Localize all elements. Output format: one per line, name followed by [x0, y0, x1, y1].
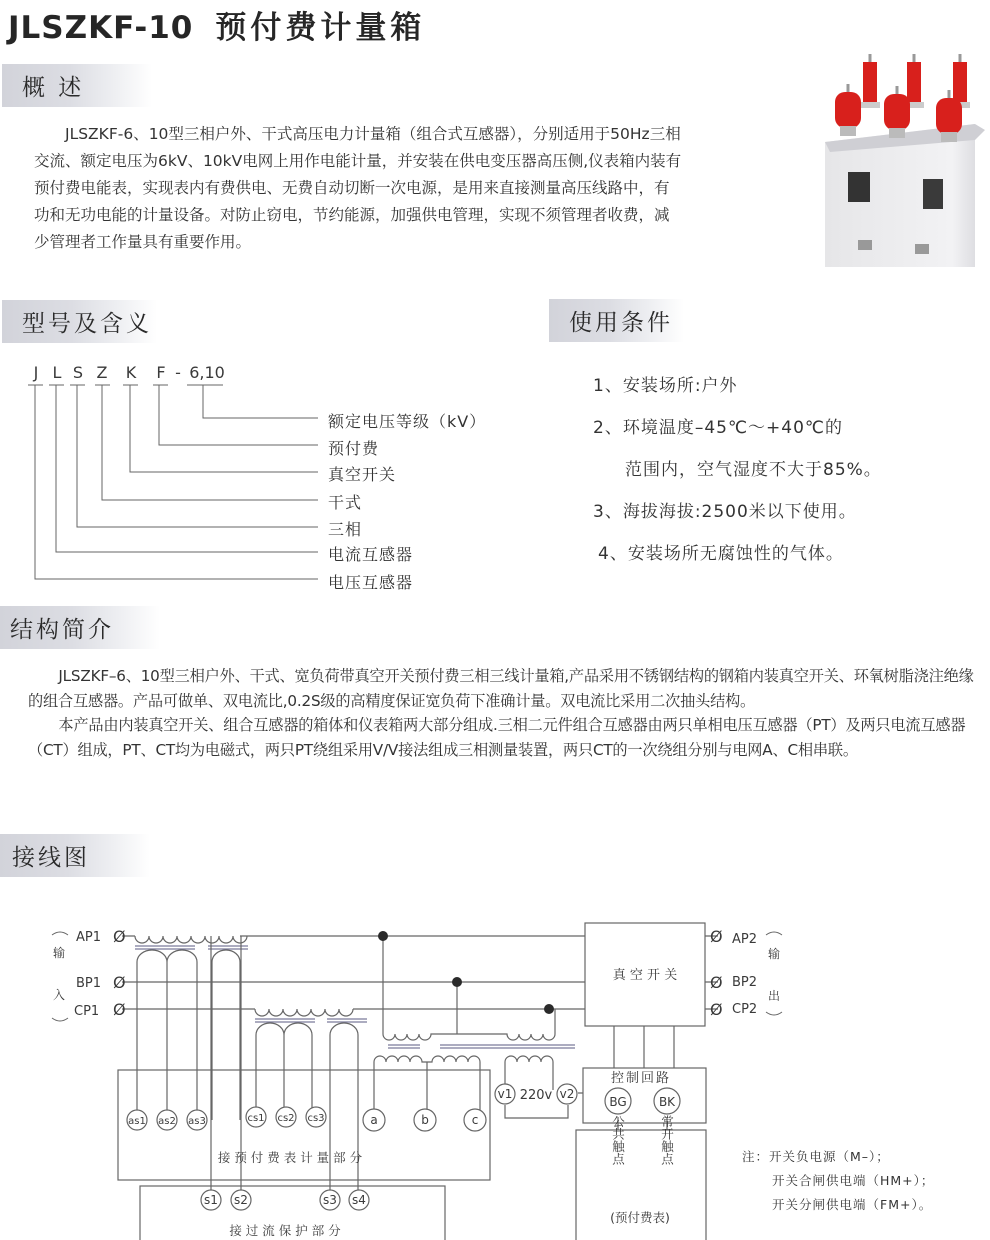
leader-dry — [102, 385, 318, 500]
code-letter-k: K — [125, 363, 137, 382]
pt-core — [388, 1045, 575, 1048]
structure-paragraph-2: 本产品由内装真空开关、组合互感器的箱体和仪表箱两大部分组成.三相二元件组合互感器由两只单相电压互感器（PT）及两只电流互感器（CT）组成，PT、CT均为电磁式，两只PT绕组采用V/V接法组成三相测量装置，两只CT的一次绕组分别与电网A、C相串联。 — [28, 716, 966, 759]
code-letter-s: S — [72, 363, 84, 382]
note-3: 开关分闸供电端（FM+）。 — [772, 1197, 933, 1212]
bracket-right — [915, 244, 929, 254]
ct-c-secondary-2 — [330, 1023, 358, 1200]
terminal-symbol-bp1: Ø — [113, 973, 126, 992]
wiring-notes — [742, 1145, 934, 1217]
terminal-label-a: a — [370, 1113, 378, 1127]
condition-1: 1、安装场所:户外 — [593, 376, 738, 396]
model-code-diagram — [0, 355, 520, 600]
terminal-label-bk: BK — [658, 1095, 676, 1109]
condition-2: 2、环境温度–45℃～+40℃的 — [593, 418, 844, 438]
vacuum-switch-label: 真 空 开 关 — [612, 968, 678, 983]
structure-heading — [0, 606, 160, 649]
meaning-dry-type: 干式 — [328, 493, 363, 512]
terminal-label-bg: BG — [609, 1095, 627, 1109]
leader-vacuum — [130, 385, 318, 472]
nameplate-left — [848, 172, 870, 202]
terminal-label-s3: s3 — [323, 1193, 337, 1207]
code-letter-z: Z — [96, 363, 108, 382]
note-1: 注：开关负电源（M–）； — [742, 1149, 890, 1164]
product-image — [790, 52, 985, 272]
meaning-voltage-transformer: 电压互感器 — [328, 573, 414, 592]
condition-3: 3、海拔海拔:2500米以下使用。 — [593, 502, 857, 522]
terminal-label-s2: s2 — [234, 1193, 248, 1207]
switch-control-wires — [614, 1026, 674, 1068]
terminal-symbol-ap1: Ø — [113, 927, 126, 946]
contact-label-normally-open: 常开触点 — [659, 1115, 675, 1165]
ct-c-primary — [255, 1009, 360, 1016]
input-label-1: 输 — [53, 946, 66, 960]
meaning-prepaid: 预付费 — [328, 439, 380, 458]
leader-three-phase — [77, 385, 318, 527]
page-title — [8, 2, 425, 47]
code-letter-j: J — [33, 363, 39, 382]
insulator-front-2 — [884, 86, 910, 138]
output-label-2: 出 — [768, 989, 781, 1003]
insulator-back-1 — [860, 54, 880, 108]
terminal-label-cs1: cs1 — [247, 1113, 265, 1124]
insulator-front-1 — [835, 84, 861, 136]
overview-heading-text: 概 述 — [22, 75, 85, 101]
control-loop-label: 控制回路 — [610, 1071, 672, 1086]
overview-heading — [2, 64, 152, 107]
meaning-current-transformer: 电流互感器 — [328, 545, 414, 564]
output-bracket-bottom — [766, 1012, 782, 1015]
prepaid-meter-label: (预付费表) — [610, 1210, 670, 1225]
label-cp1: CP1 — [74, 1004, 100, 1019]
contact-label-common: 公共触点 — [610, 1115, 626, 1165]
label-bp1: BP1 — [76, 976, 102, 991]
terminal-label-s1: s1 — [204, 1193, 218, 1207]
ct-a-secondary-2 — [212, 950, 240, 1120]
conditions-heading-text: 使用条件 — [569, 310, 673, 336]
protection-section-label: 接 过 流 保 护 部 分 — [229, 1223, 341, 1238]
terminal-label-as2: as2 — [158, 1116, 176, 1127]
ct-c-core — [255, 1019, 367, 1022]
code-letter-f: F — [156, 363, 166, 382]
ct-a-core — [135, 946, 248, 949]
wiring-heading — [0, 834, 150, 877]
terminal-label-c: c — [471, 1113, 479, 1127]
terminal-symbol-cp1: Ø — [113, 1000, 126, 1019]
condition-4: 4、安装场所无腐蚀性的气体。 — [598, 544, 844, 564]
terminal-label-as1: as1 — [128, 1116, 146, 1127]
meaning-vacuum-switch: 真空开关 — [328, 465, 397, 484]
overview-text: JLSZKF-6、10型三相户外、干式高压电力计量箱（组合式互感器），分别适用于50Hz三相交流、额定电压为6kV、10kV电网上用作电能计量，并安装在供电变压器高压侧,仪表箱内装有预付费电能表，实现表内有费供电、无费自动切断一次电源，是用来直接测量高压线路中，有功和无功电能的计量设备。对防止窃电，节约能源，加强供电管理，实现不须管理者收费，减少管理者工作量具有重要作用。 — [34, 125, 682, 251]
terminal-label-v2: v2 — [559, 1087, 575, 1101]
aux-transformer — [505, 1056, 553, 1090]
structure-paragraphs — [28, 664, 980, 762]
wiring-heading-text: 接线图 — [12, 845, 90, 871]
output-bracket-top — [766, 932, 782, 935]
label-bp2: BP2 — [732, 975, 758, 990]
bracket-left — [858, 240, 872, 250]
code-dash: - — [175, 363, 181, 382]
model-meaning-heading — [2, 300, 157, 343]
label-cp2: CP2 — [732, 1002, 758, 1017]
condition-2-cont: 范围内，空气湿度不大于85%。 — [625, 460, 882, 480]
meter-section-label: 接 预 付 费 表 计 量 部 分 — [217, 1150, 363, 1165]
input-bracket-bottom — [52, 1018, 68, 1021]
terminal-symbol-ap2: Ø — [710, 927, 723, 946]
input-bracket-top — [52, 932, 68, 935]
terminal-label-s4: s4 — [352, 1193, 366, 1207]
nameplate-right — [923, 179, 943, 209]
title-model: JLSZKF-10 — [8, 10, 194, 46]
junction-b — [452, 977, 462, 987]
input-label-2: 入 — [53, 988, 66, 1002]
label-ap2: AP2 — [732, 932, 758, 947]
terminal-label-as3: as3 — [188, 1116, 206, 1127]
junction-c — [544, 1004, 554, 1014]
terminal-label-v1: v1 — [497, 1087, 513, 1101]
meaning-three-phase: 三相 — [328, 520, 363, 539]
insulators — [835, 54, 970, 142]
leader-voltage — [203, 385, 318, 418]
conditions-heading — [549, 299, 684, 342]
voltage-value: 220v — [519, 1088, 553, 1103]
terminal-label-b: b — [421, 1113, 429, 1127]
model-meaning-heading-text: 型号及含义 — [22, 311, 152, 337]
code-letter-l: L — [52, 363, 62, 382]
terminal-label-cs3: cs3 — [307, 1113, 325, 1124]
pt-primary — [383, 936, 555, 1040]
label-ap1: AP1 — [76, 930, 102, 945]
meaning-voltage: 额定电压等级（kV） — [328, 412, 487, 431]
terminal-symbol-cp2: Ø — [710, 1000, 723, 1019]
leader-prepaid — [159, 385, 318, 445]
output-label-1: 输 — [768, 947, 781, 961]
terminal-symbol-bp2: Ø — [710, 973, 723, 992]
note-2: 开关合闸供电端（HM+）； — [772, 1173, 935, 1188]
ct-a-primary — [135, 936, 247, 943]
terminal-label-cs2: cs2 — [277, 1113, 295, 1124]
overview-paragraph — [34, 121, 684, 256]
structure-paragraph-1: JLSZKF–6、10型三相户外、干式、宽负荷带真空开关预付费三相三线计量箱,产品采用不锈钢结构的钢箱内装真空开关、环氧树脂浇注绝缘的组合互感器。产品可做单、双电流比,0.2S级的高精度保证宽负荷下准确计量。双电流比采用二次抽头结构。 — [28, 667, 974, 710]
code-voltage: 6,10 — [189, 363, 225, 382]
junction-a — [378, 931, 388, 941]
structure-heading-text: 结构简介 — [10, 617, 114, 643]
title-name: 预付费计量箱 — [215, 10, 426, 46]
